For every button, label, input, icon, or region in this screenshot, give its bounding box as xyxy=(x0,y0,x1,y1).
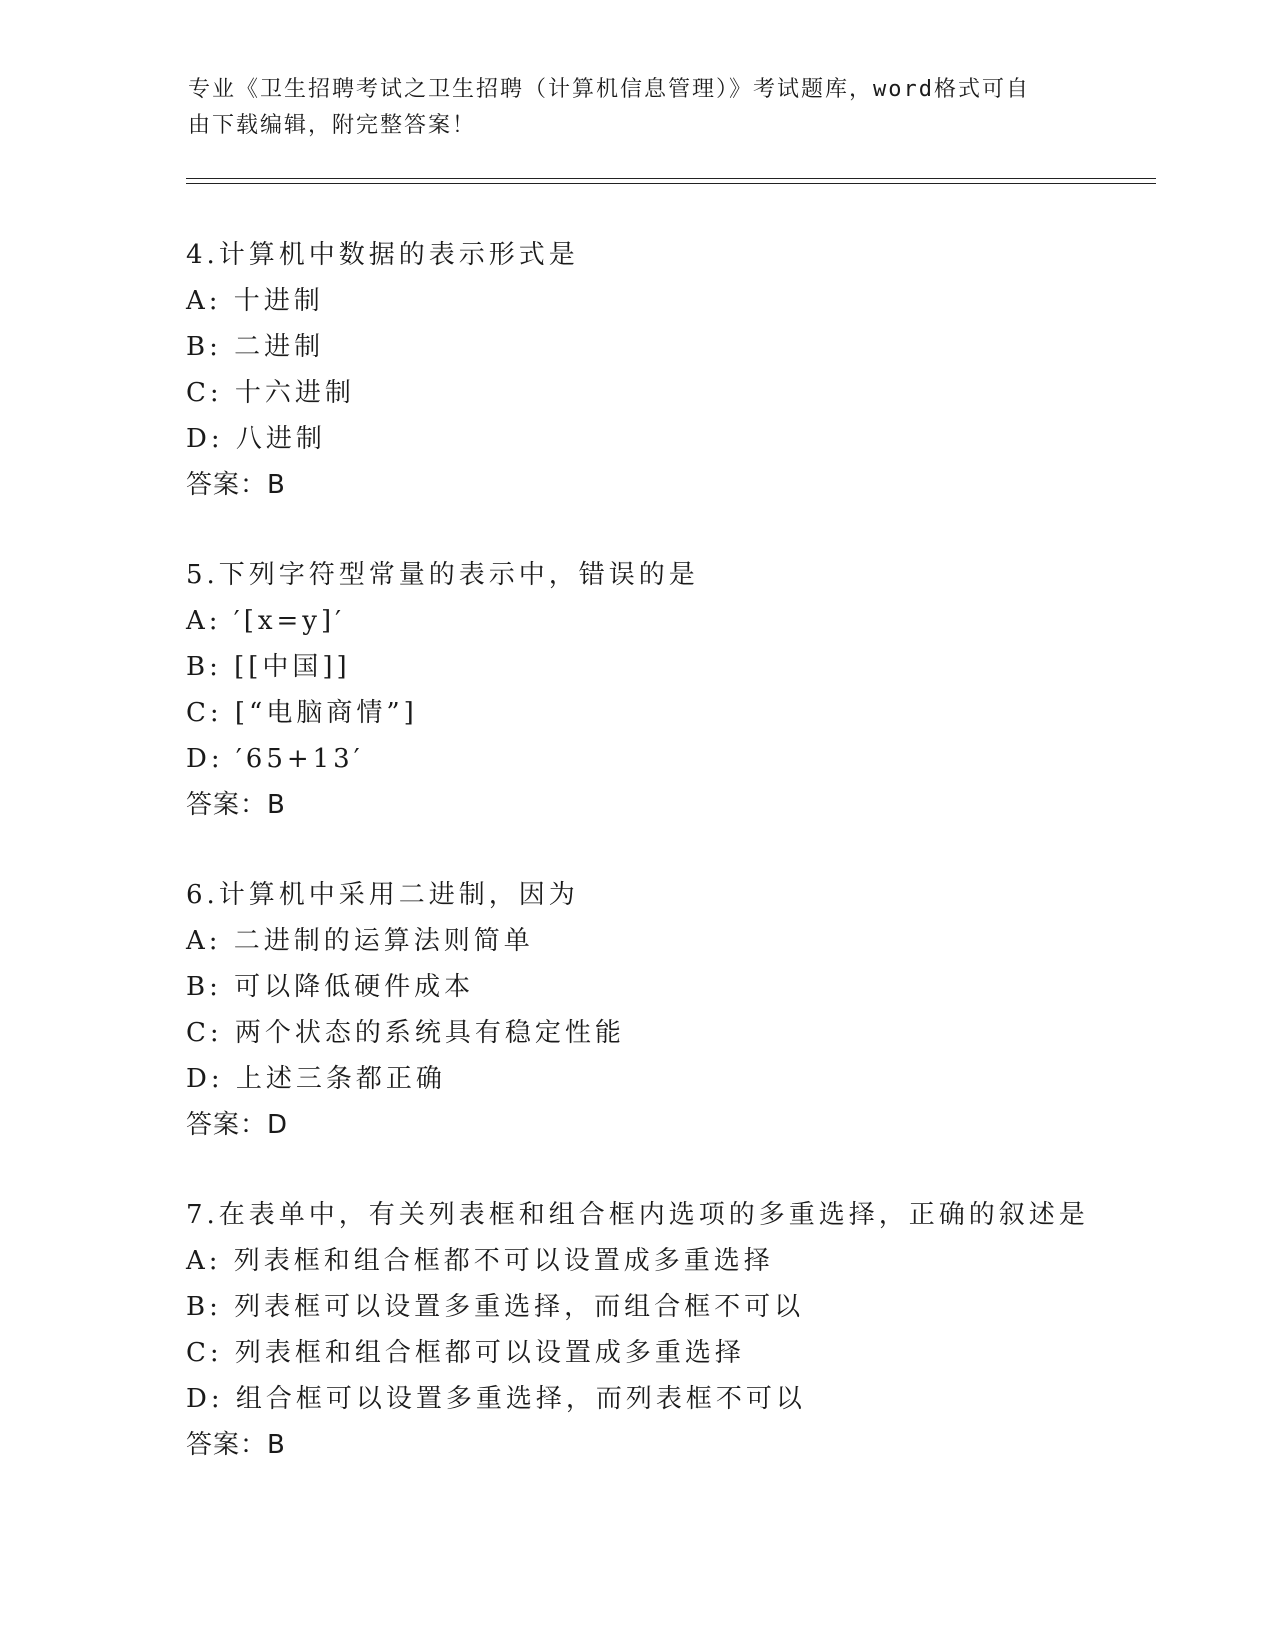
question-stem: 4.计算机中数据的表示形式是 xyxy=(186,240,579,270)
option-c: C: 列表框和组合框都可以设置成多重选择 xyxy=(186,1338,745,1368)
question-stem: 7.在表单中，有关列表框和组合框内选项的多重选择，正确的叙述是 xyxy=(186,1200,1089,1230)
option-b: B: 二进制 xyxy=(186,332,325,362)
option-a: A: ′[x=y]′ xyxy=(186,606,346,636)
question-list xyxy=(186,232,1186,1512)
option-d: D: 组合框可以设置多重选择，而列表框不可以 xyxy=(186,1384,806,1414)
option-d: D: 上述三条都正确 xyxy=(186,1064,446,1094)
answer-line: 答案：B xyxy=(186,470,286,500)
question-stem: 5.下列字符型常量的表示中，错误的是 xyxy=(186,560,699,590)
header-divider-bottom xyxy=(186,183,1156,184)
document-header xyxy=(188,72,1088,144)
option-a: A: 十进制 xyxy=(186,286,324,316)
answer-line: 答案：D xyxy=(186,1110,289,1140)
header-line-2: 由下载编辑，附完整答案！ xyxy=(188,113,477,138)
option-c: C: [“电脑商情”] xyxy=(186,698,418,728)
option-d: D: ′65+13′ xyxy=(186,744,364,774)
option-b: B: [[中国]] xyxy=(186,652,351,682)
option-b: B: 列表框可以设置多重选择，而组合框不可以 xyxy=(186,1292,805,1322)
header-divider-top xyxy=(186,178,1156,179)
question-7 xyxy=(186,1192,1186,1512)
option-a: A: 列表框和组合框都不可以设置成多重选择 xyxy=(186,1246,774,1276)
question-stem: 6.计算机中采用二进制，因为 xyxy=(186,880,579,910)
answer-line: 答案：B xyxy=(186,1430,286,1460)
option-b: B: 可以降低硬件成本 xyxy=(186,972,475,1002)
question-5 xyxy=(186,552,1186,872)
question-4 xyxy=(186,232,1186,552)
option-d: D: 八进制 xyxy=(186,424,326,454)
answer-line: 答案：B xyxy=(186,790,286,820)
header-line-1: 专业《卫生招聘考试之卫生招聘（计算机信息管理）》考试题库，word格式可自 xyxy=(188,77,1030,102)
option-c: C: 两个状态的系统具有稳定性能 xyxy=(186,1018,625,1048)
option-a: A: 二进制的运算法则简单 xyxy=(186,926,534,956)
question-6 xyxy=(186,872,1186,1192)
option-c: C: 十六进制 xyxy=(186,378,355,408)
